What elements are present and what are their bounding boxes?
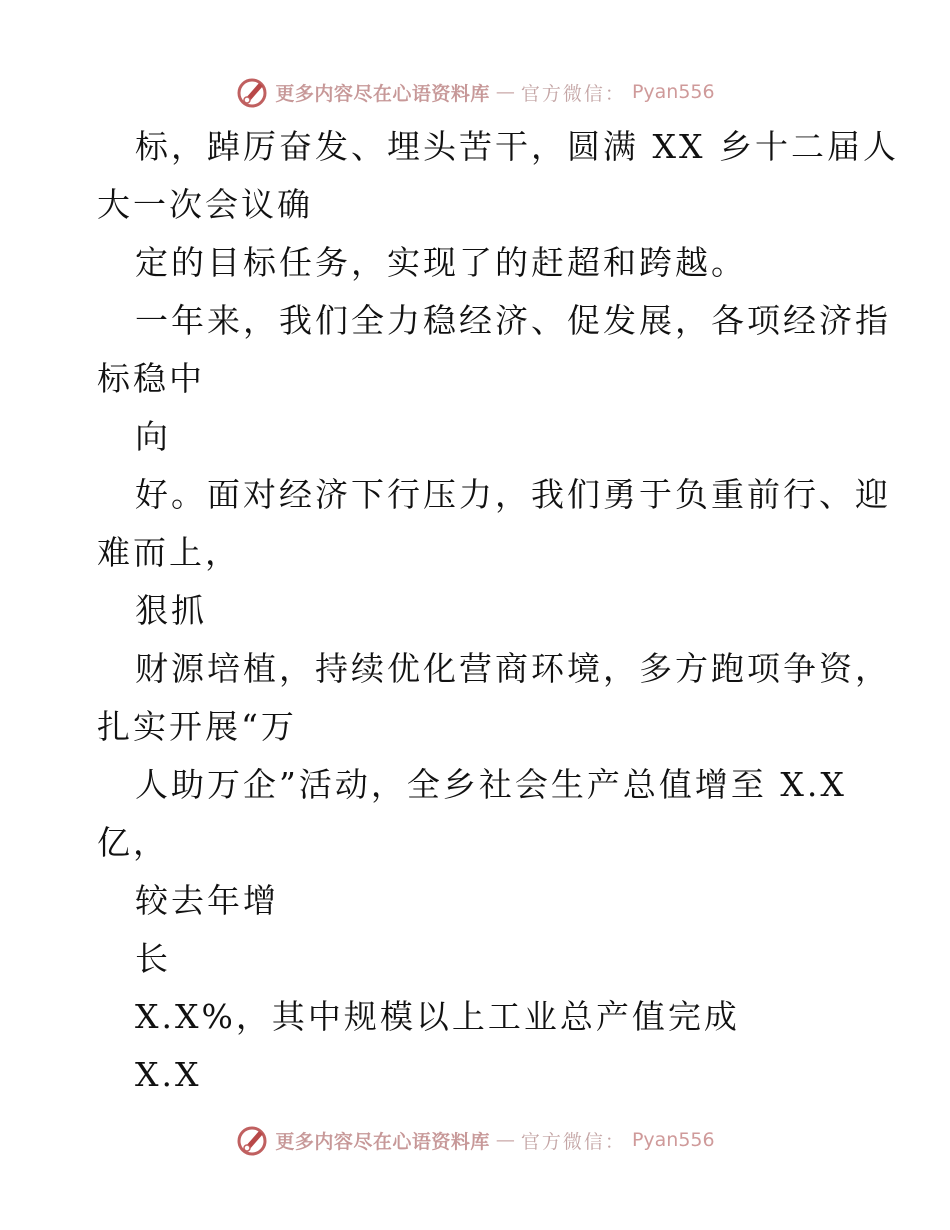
paragraph-line: 人助万企”活动，全乡社会生产总值增至 X.X [135,765,847,804]
paragraph-line: 较去年增 [135,881,279,920]
paragraph-line: 扎实开展“万 [97,707,297,746]
paragraph-line: 亿， [97,823,169,862]
paragraph-line: 标，踔厉奋发、埋头苦干，圆满 XX 乡十二届人 [135,127,899,166]
paragraph-line: 定的目标任务，实现了的赶超和跨越。 [135,243,747,282]
watermark-main-text: 更多内容尽在心语资料库 [275,1130,490,1153]
brush-pen-logo-icon [235,75,269,109]
header-watermark [0,72,950,112]
paragraph-line: 一年来，我们全力稳经济、促发展，各项经济指 [135,301,891,340]
paragraph-line: X.X [135,1055,202,1094]
paragraph-line: 财源培植，持续优化营商环境，多方跑项争资， [135,649,891,688]
brush-pen-logo-icon [235,1123,269,1157]
watermark-wechat-id: Pyan556 [631,81,715,103]
paragraph-line: 好。面对经济下行压力，我们勇于负重前行、迎 [135,475,891,514]
watermark-sub-text: 官方微信： [520,82,626,105]
watermark-separator: — [495,81,515,103]
paragraph-line: 狠抓 [135,591,207,630]
paragraph-line: X.X%，其中规模以上工业总产值完成 [135,997,740,1036]
document-body [97,118,899,1104]
paragraph-line: 大一次会议确 [97,185,313,224]
paragraph-line: 难而上， [97,533,241,572]
footer-watermark [0,1120,950,1160]
paragraph-line: 向 [135,417,171,456]
paragraph-line: 长 [135,939,171,978]
watermark-sub-text: 官方微信： [520,1130,626,1153]
watermark-wechat-id: Pyan556 [631,1129,715,1151]
watermark-separator: — [495,1129,515,1151]
watermark-main-text: 更多内容尽在心语资料库 [275,82,490,105]
paragraph-line: 标稳中 [97,359,205,398]
